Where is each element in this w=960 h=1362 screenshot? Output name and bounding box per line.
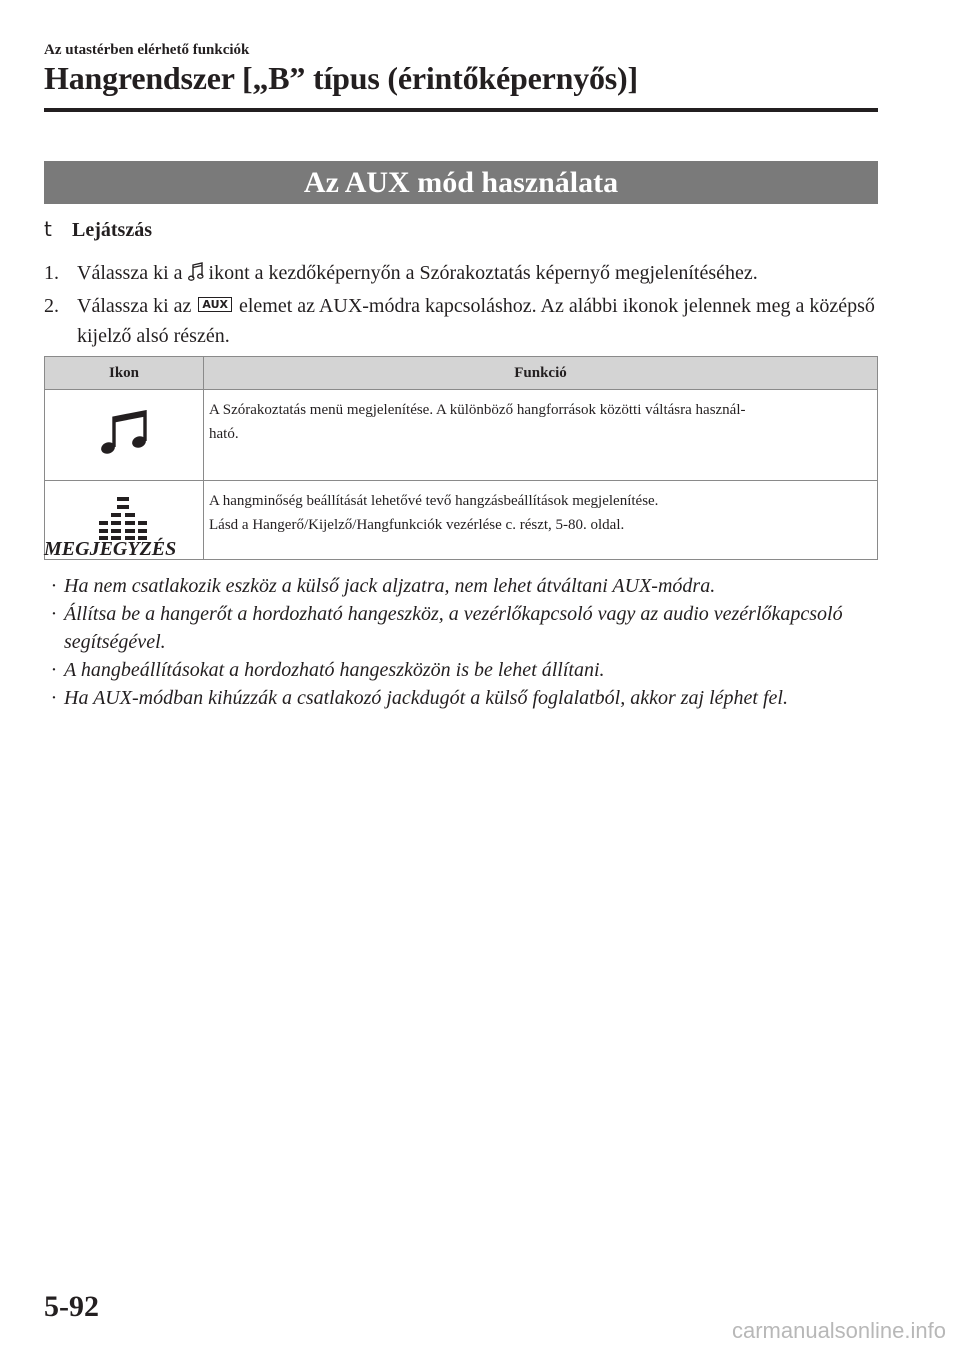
watermark: carmanualsonline.info bbox=[731, 1318, 946, 1343]
table-header-row bbox=[45, 357, 878, 390]
music-note-icon bbox=[188, 261, 204, 291]
list-item bbox=[44, 572, 894, 600]
bullet: · bbox=[50, 575, 58, 597]
page-number: 5-92 bbox=[44, 1290, 99, 1323]
table-header-function: Funkció bbox=[204, 357, 878, 390]
note-text: Ha AUX-módban kihúzzák a csatlakozó jackdugót a külső foglalatból, akkor zaj léphet fel. bbox=[64, 687, 788, 709]
step-text-before: Válassza ki az bbox=[77, 295, 192, 317]
steps-list bbox=[44, 258, 884, 351]
table-icon-cell bbox=[45, 390, 204, 481]
table-desc-cell bbox=[204, 481, 878, 560]
table-desc-line: A Szórakoztatás menü megjelenítése. A különböző hangforrások közötti váltásra használ- bbox=[209, 402, 746, 418]
step-text-after: ikont a kezdőképernyőn a Szórakoztatás képernyő megjelenítéséhez. bbox=[208, 262, 758, 284]
bullet: · bbox=[50, 687, 58, 709]
note-text: A hangbeállításokat a hordozható hangeszközön is be lehet állítani. bbox=[64, 659, 605, 681]
table-desc-cell bbox=[204, 390, 878, 481]
aux-icon: AUX bbox=[198, 297, 232, 312]
section-title: Az AUX mód használata bbox=[44, 161, 878, 204]
step-item bbox=[44, 291, 884, 351]
notes-list bbox=[44, 572, 894, 712]
table-desc-line: ható. bbox=[209, 426, 239, 442]
table-row bbox=[45, 390, 878, 481]
step-item bbox=[44, 258, 884, 291]
header-divider bbox=[44, 108, 878, 112]
heading-marker: t bbox=[44, 217, 52, 241]
step-number: 1. bbox=[44, 262, 59, 284]
table-header-icon: Ikon bbox=[45, 357, 204, 390]
page-title: Hangrendszer [„B” típus (érintőképernyős)] bbox=[44, 60, 638, 96]
table-desc-line: A hangminőség beállítását lehetővé tevő hangzásbeállítások megjelenítése. bbox=[209, 493, 659, 509]
step-text-after: elemet az AUX-módra kapcsoláshoz. Az alábbi ikonok jelennek meg a középső kijelző alsó részén. bbox=[77, 295, 875, 347]
note-text: Állítsa be a hangerőt a hordozható hangeszköz, a vezérlőkapcsoló vagy az audio vezérlőkapcsoló segítségével. bbox=[64, 603, 843, 653]
list-item bbox=[44, 656, 894, 684]
icon-function-table bbox=[44, 356, 878, 560]
list-item bbox=[44, 684, 894, 712]
playback-heading bbox=[44, 217, 152, 242]
music-note-icon bbox=[99, 444, 149, 460]
list-item bbox=[44, 600, 894, 656]
step-text bbox=[77, 258, 884, 291]
table-desc-line: Lásd a Hangerő/Kijelző/Hangfunkciók vezérlése c. részt, 5-80. oldal. bbox=[209, 517, 625, 533]
step-number: 2. bbox=[44, 295, 59, 317]
step-text-before: Válassza ki a bbox=[77, 262, 183, 284]
header-subtitle: Az utastérben elérhető funkciók bbox=[44, 42, 250, 58]
note-heading: MEGJEGYZÉS bbox=[44, 538, 177, 560]
note-text: Ha nem csatlakozik eszköz a külső jack aljzatra, nem lehet átváltani AUX-módra. bbox=[64, 575, 716, 597]
bullet: · bbox=[50, 603, 58, 625]
step-text bbox=[77, 291, 884, 351]
playback-heading-text: Lejátszás bbox=[72, 219, 152, 241]
bullet: · bbox=[50, 659, 58, 681]
